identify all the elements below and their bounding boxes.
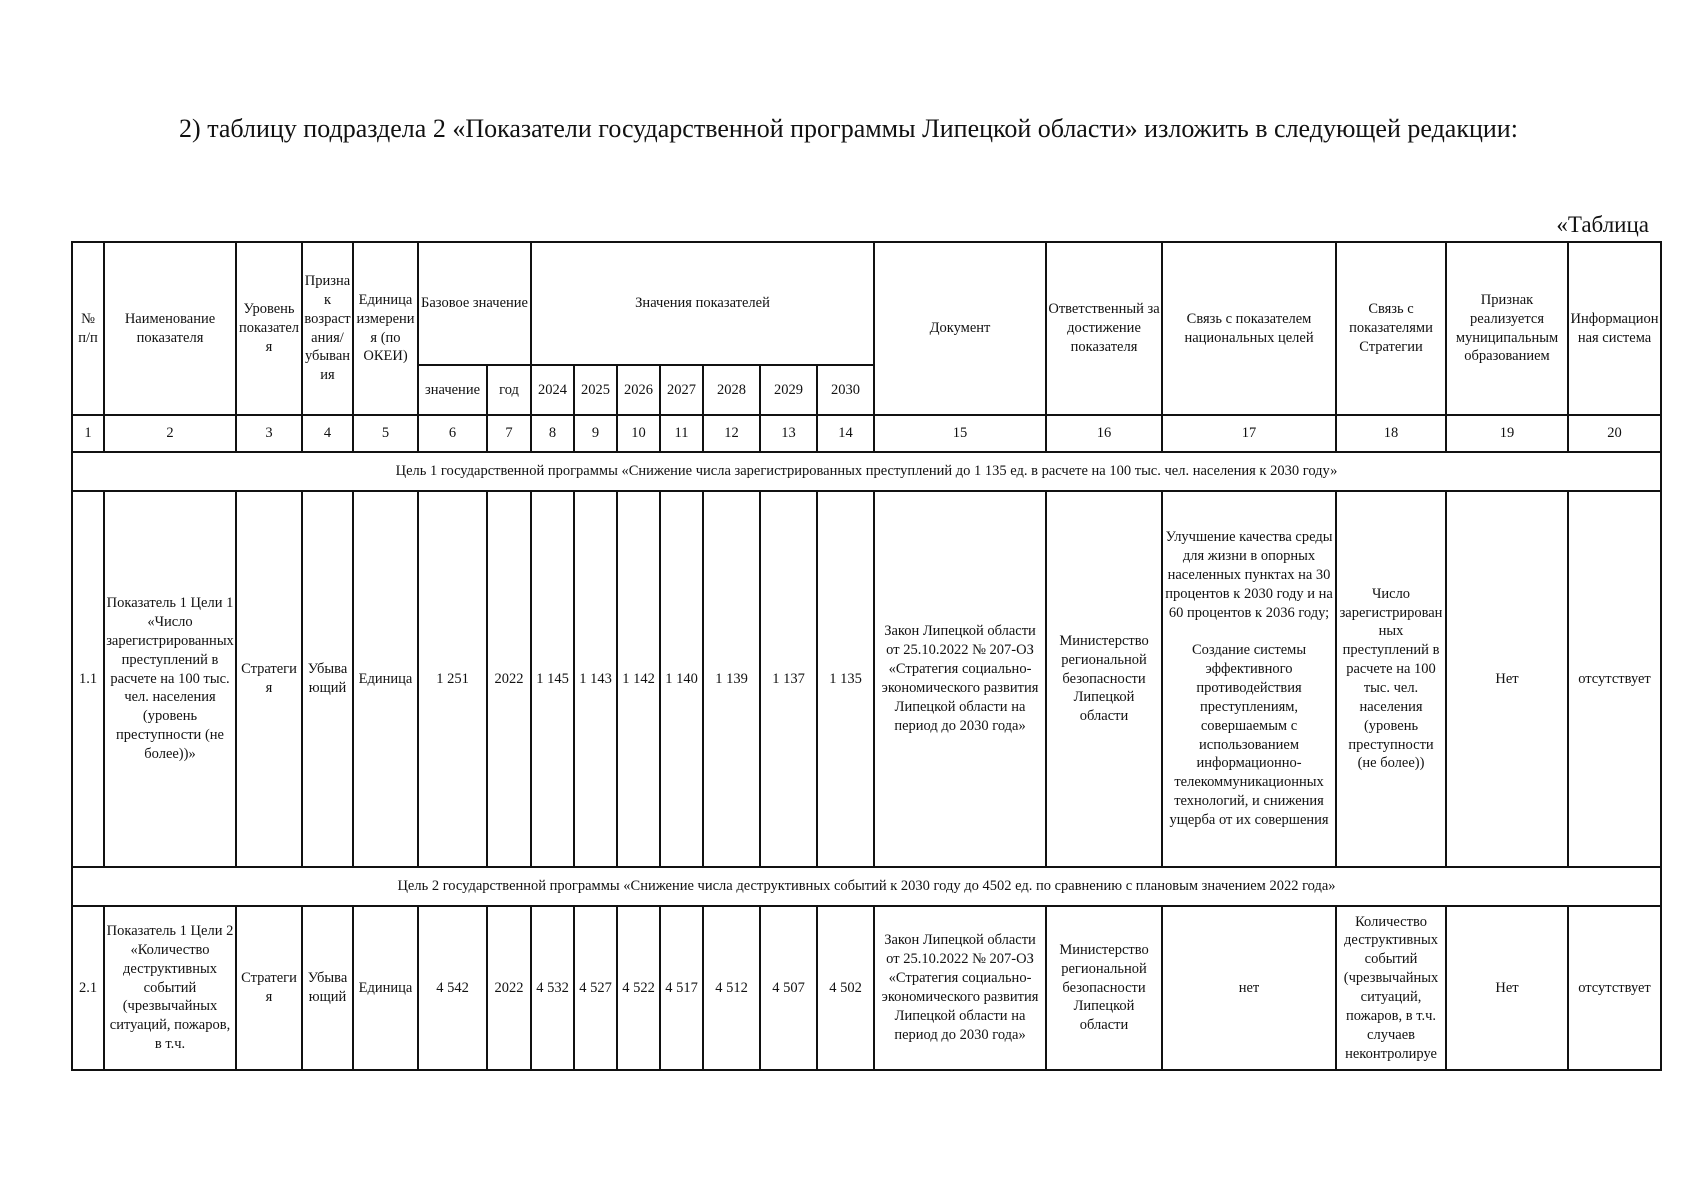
goal-row-1 <box>72 452 1661 491</box>
indicator-row-2-1 <box>72 906 1661 1070</box>
row-value-2026: 4 522 <box>617 906 660 1070</box>
header-resp: Ответственный за достижение показателя <box>1046 242 1162 415</box>
column-number: 19 <box>1446 415 1568 452</box>
row-value-2028: 1 139 <box>703 491 760 867</box>
header-doc: Документ <box>874 242 1046 415</box>
row-value-2027: 1 140 <box>660 491 703 867</box>
row-value-2024: 1 145 <box>531 491 574 867</box>
column-number: 6 <box>418 415 487 452</box>
column-number: 7 <box>487 415 531 452</box>
column-number: 9 <box>574 415 617 452</box>
national-goal-2: Создание системы эффективного противодействия преступлениям, совершаемым с использованием информационно-телекоммуникационных технологий, и снижения ущерба от их совершения <box>1169 642 1329 828</box>
header-strategy: Связь с показателями Стратегии <box>1336 242 1446 415</box>
row-infosys: отсутствует <box>1568 906 1661 1070</box>
header-national: Связь с показателем национальных целей <box>1162 242 1336 415</box>
row-document: Закон Липецкой области от 25.10.2022 № 207-ОЗ «Стратегия социально-экономического развития Липецкой области на период до 2030 года» <box>874 906 1046 1070</box>
column-number: 1 <box>72 415 104 452</box>
header-infosys: Информационная система <box>1568 242 1661 415</box>
row-value-2030: 4 502 <box>817 906 874 1070</box>
row-num: 1.1 <box>72 491 104 867</box>
column-number: 11 <box>660 415 703 452</box>
indicators-table <box>71 241 1662 1071</box>
goal-row-2 <box>72 867 1661 906</box>
header-values: Значения показателей <box>531 242 874 365</box>
column-number: 18 <box>1336 415 1446 452</box>
row-name: Показатель 1 Цели 1 «Число зарегистрированных преступлений в расчете на 100 тыс. чел. населения (уровень преступности (не более))» <box>104 491 236 867</box>
row-infosys: отсутствует <box>1568 491 1661 867</box>
column-number: 4 <box>302 415 353 452</box>
row-name: Показатель 1 Цели 2 «Количество деструктивных событий (чрезвычайных ситуаций, пожаров, в т.ч. <box>104 906 236 1070</box>
column-number: 12 <box>703 415 760 452</box>
national-goal-1: Улучшение качества среды для жизни в опорных населенных пунктах на 30 процентов к 2030 году и на 60 процентов к 2036 году; <box>1165 529 1333 621</box>
row-national-goals <box>1162 491 1336 867</box>
header-year: 2028 <box>703 365 760 415</box>
row-value-2025: 4 527 <box>574 906 617 1070</box>
row-trend: Убывающий <box>302 906 353 1070</box>
row-value-2027: 4 517 <box>660 906 703 1070</box>
row-level: Стратегия <box>236 906 302 1070</box>
column-number: 15 <box>874 415 1046 452</box>
row-value-2030: 1 135 <box>817 491 874 867</box>
row-value-2025: 1 143 <box>574 491 617 867</box>
header-year: 2024 <box>531 365 574 415</box>
indicator-row-1-1 <box>72 491 1661 867</box>
header-unit: Единица измерения (по ОКЕИ) <box>353 242 418 415</box>
column-number: 17 <box>1162 415 1336 452</box>
row-municipal: Нет <box>1446 906 1568 1070</box>
row-value-2028: 4 512 <box>703 906 760 1070</box>
column-number: 13 <box>760 415 817 452</box>
column-number: 5 <box>353 415 418 452</box>
goal-1-title: Цель 1 государственной программы «Снижение числа зарегистрированных преступлений до 1 135 ед. в расчете на 100 тыс. чел. населения к 2030 году» <box>72 452 1661 491</box>
row-value-2029: 1 137 <box>760 491 817 867</box>
column-number: 10 <box>617 415 660 452</box>
header-year: 2029 <box>760 365 817 415</box>
row-num: 2.1 <box>72 906 104 1070</box>
row-value-2024: 4 532 <box>531 906 574 1070</box>
column-numbers-row <box>72 415 1661 452</box>
page-heading: 2) таблицу подраздела 2 «Показатели государственной программы Липецкой области» изложить в следующей редакции: <box>179 114 1518 143</box>
header-num: № п/п <box>72 242 104 415</box>
header-trend: Признак возрастания/ убывания <box>302 242 353 415</box>
row-unit: Единица <box>353 491 418 867</box>
row-base-year: 2022 <box>487 491 531 867</box>
column-number: 2 <box>104 415 236 452</box>
column-number: 8 <box>531 415 574 452</box>
row-strategy: Количество деструктивных событий (чрезвычайных ситуаций, пожаров, в т.ч. случаев неконтролируе <box>1336 906 1446 1070</box>
header-year: 2030 <box>817 365 874 415</box>
header-base-year: год <box>487 365 531 415</box>
row-responsible: Министерство региональной безопасности Липецкой области <box>1046 491 1162 867</box>
header-row-1 <box>72 242 1661 365</box>
table-label: «Таблица <box>1556 212 1649 237</box>
header-base: Базовое значение <box>418 242 531 365</box>
row-national-goals: нет <box>1162 906 1336 1070</box>
column-number: 16 <box>1046 415 1162 452</box>
row-trend: Убывающий <box>302 491 353 867</box>
header-name: Наименование показателя <box>104 242 236 415</box>
header-municipal: Признак реализуется муниципальным образованием <box>1446 242 1568 415</box>
row-level: Стратегия <box>236 491 302 867</box>
column-number: 14 <box>817 415 874 452</box>
header-year: 2025 <box>574 365 617 415</box>
header-year: 2026 <box>617 365 660 415</box>
row-base-value: 1 251 <box>418 491 487 867</box>
row-document: Закон Липецкой области от 25.10.2022 № 207-ОЗ «Стратегия социально-экономического развития Липецкой области на период до 2030 года» <box>874 491 1046 867</box>
row-value-2029: 4 507 <box>760 906 817 1070</box>
column-number: 20 <box>1568 415 1661 452</box>
header-base-value: значение <box>418 365 487 415</box>
row-value-2026: 1 142 <box>617 491 660 867</box>
header-level: Уровень показателя <box>236 242 302 415</box>
row-responsible: Министерство региональной безопасности Липецкой области <box>1046 906 1162 1070</box>
goal-2-title: Цель 2 государственной программы «Снижение числа деструктивных событий к 2030 году до 4502 ед. по сравнению с плановым значением 2022 года» <box>72 867 1661 906</box>
header-year: 2027 <box>660 365 703 415</box>
row-unit: Единица <box>353 906 418 1070</box>
row-base-year: 2022 <box>487 906 531 1070</box>
column-number: 3 <box>236 415 302 452</box>
row-municipal: Нет <box>1446 491 1568 867</box>
row-strategy: Число зарегистрированных преступлений в расчете на 100 тыс. чел. населения (уровень преступности (не более)) <box>1336 491 1446 867</box>
row-base-value: 4 542 <box>418 906 487 1070</box>
